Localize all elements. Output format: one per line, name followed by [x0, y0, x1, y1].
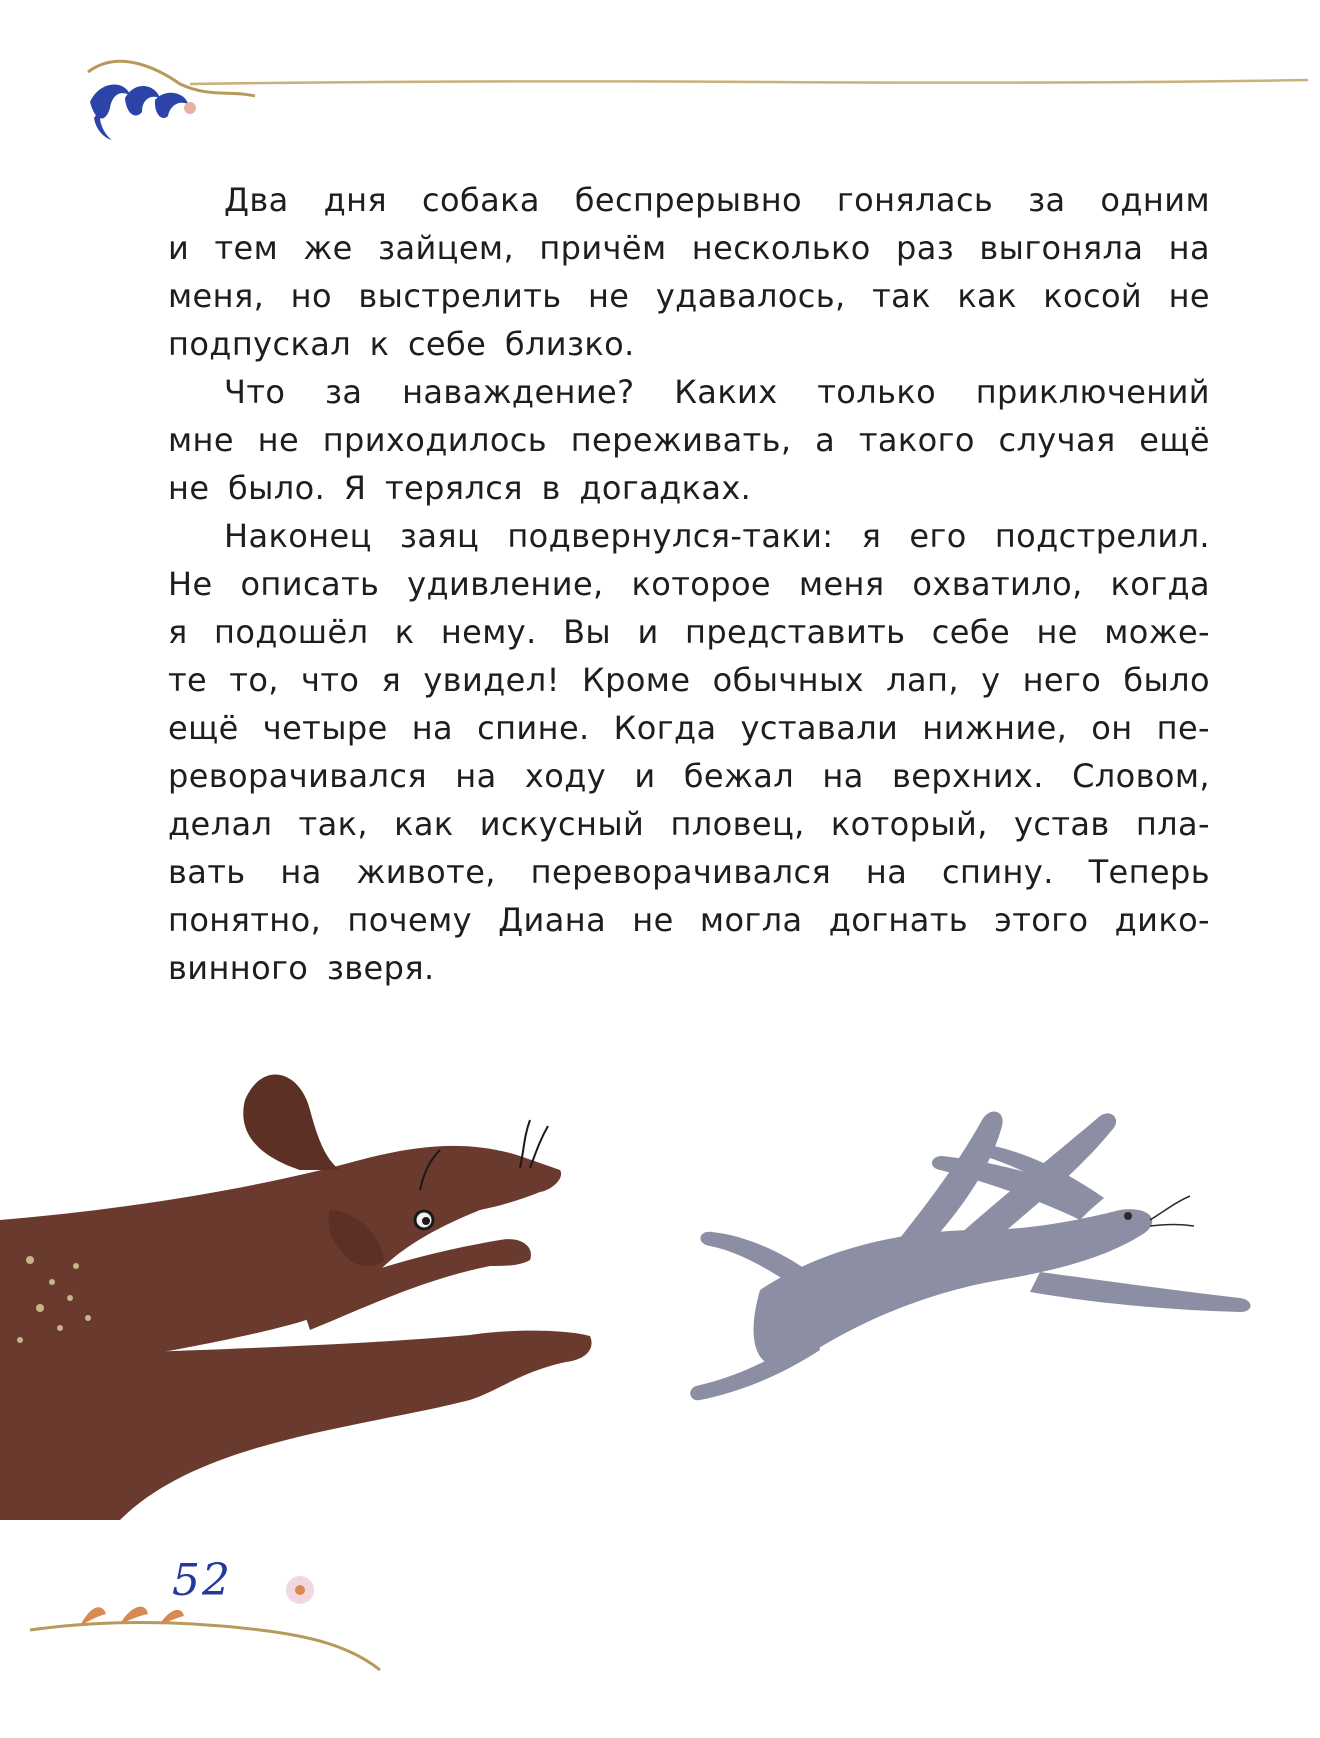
story-line: вать на животе, переворачивался на спину. Теперь [168, 853, 1210, 891]
story-line: те то, что я увидел! Кроме обычных лап, у него было [168, 661, 1210, 699]
story-line: Два дня собака беспрерывно гонялась за одним [224, 181, 1210, 219]
hare-eye [1124, 1212, 1132, 1220]
bottom-ornament-vine [30, 1623, 380, 1671]
top-ornament-bud [184, 102, 196, 114]
dog-pupil [422, 1217, 430, 1225]
dog-ear [243, 1075, 340, 1170]
story-line: я подошёл к нему. Вы и представить себе не може- [168, 613, 1210, 651]
story-line: и тем же зайцем, причём несколько раз выгоняла на [168, 229, 1210, 267]
story-line: Не описать удивление, которое меня охватило, когда [168, 565, 1210, 603]
story-line: делал так, как искусный пловец, который, устав пла- [168, 805, 1210, 843]
story-line: винного зверя. [168, 949, 435, 987]
story-line: реворачивался на ходу и бежал на верхних. Словом, [168, 757, 1210, 795]
story-line: меня, но выстрелить не удавалось, так как косой не [168, 277, 1210, 315]
story-line: ещё четыре на спине. Когда уставали нижние, он пе- [168, 709, 1210, 747]
story-line: Наконец заяц подвернулся-таки: я его подстрелил. [224, 517, 1210, 555]
story-text [168, 176, 1210, 992]
page-number: 52 [172, 1555, 232, 1606]
hare-hind-leg [700, 1232, 820, 1290]
story-line: понятно, почему Диана не могла догнать этого дико- [168, 901, 1210, 939]
top-ornament-blue-flourish [90, 85, 188, 140]
hare-figure [690, 1111, 1250, 1400]
dog-figure [0, 1075, 592, 1520]
bottom-ornament-flower [286, 1576, 314, 1604]
hare-front-leg [1030, 1272, 1251, 1312]
top-ornament-rule [190, 80, 1308, 84]
story-line: не было. Я терялся в догадках. [168, 469, 752, 507]
story-line: Что за наваждение? Каких только приключений [224, 373, 1210, 411]
story-line: подпускал к себе близко. [168, 325, 635, 363]
story-line: мне не приходилось переживать, а такого случая ещё [168, 421, 1210, 459]
dog-and-hare-illustration [0, 1060, 1320, 1540]
hare-whiskers [1150, 1196, 1194, 1226]
top-ornament [70, 40, 1310, 160]
dog-lower-leg [0, 1331, 592, 1520]
